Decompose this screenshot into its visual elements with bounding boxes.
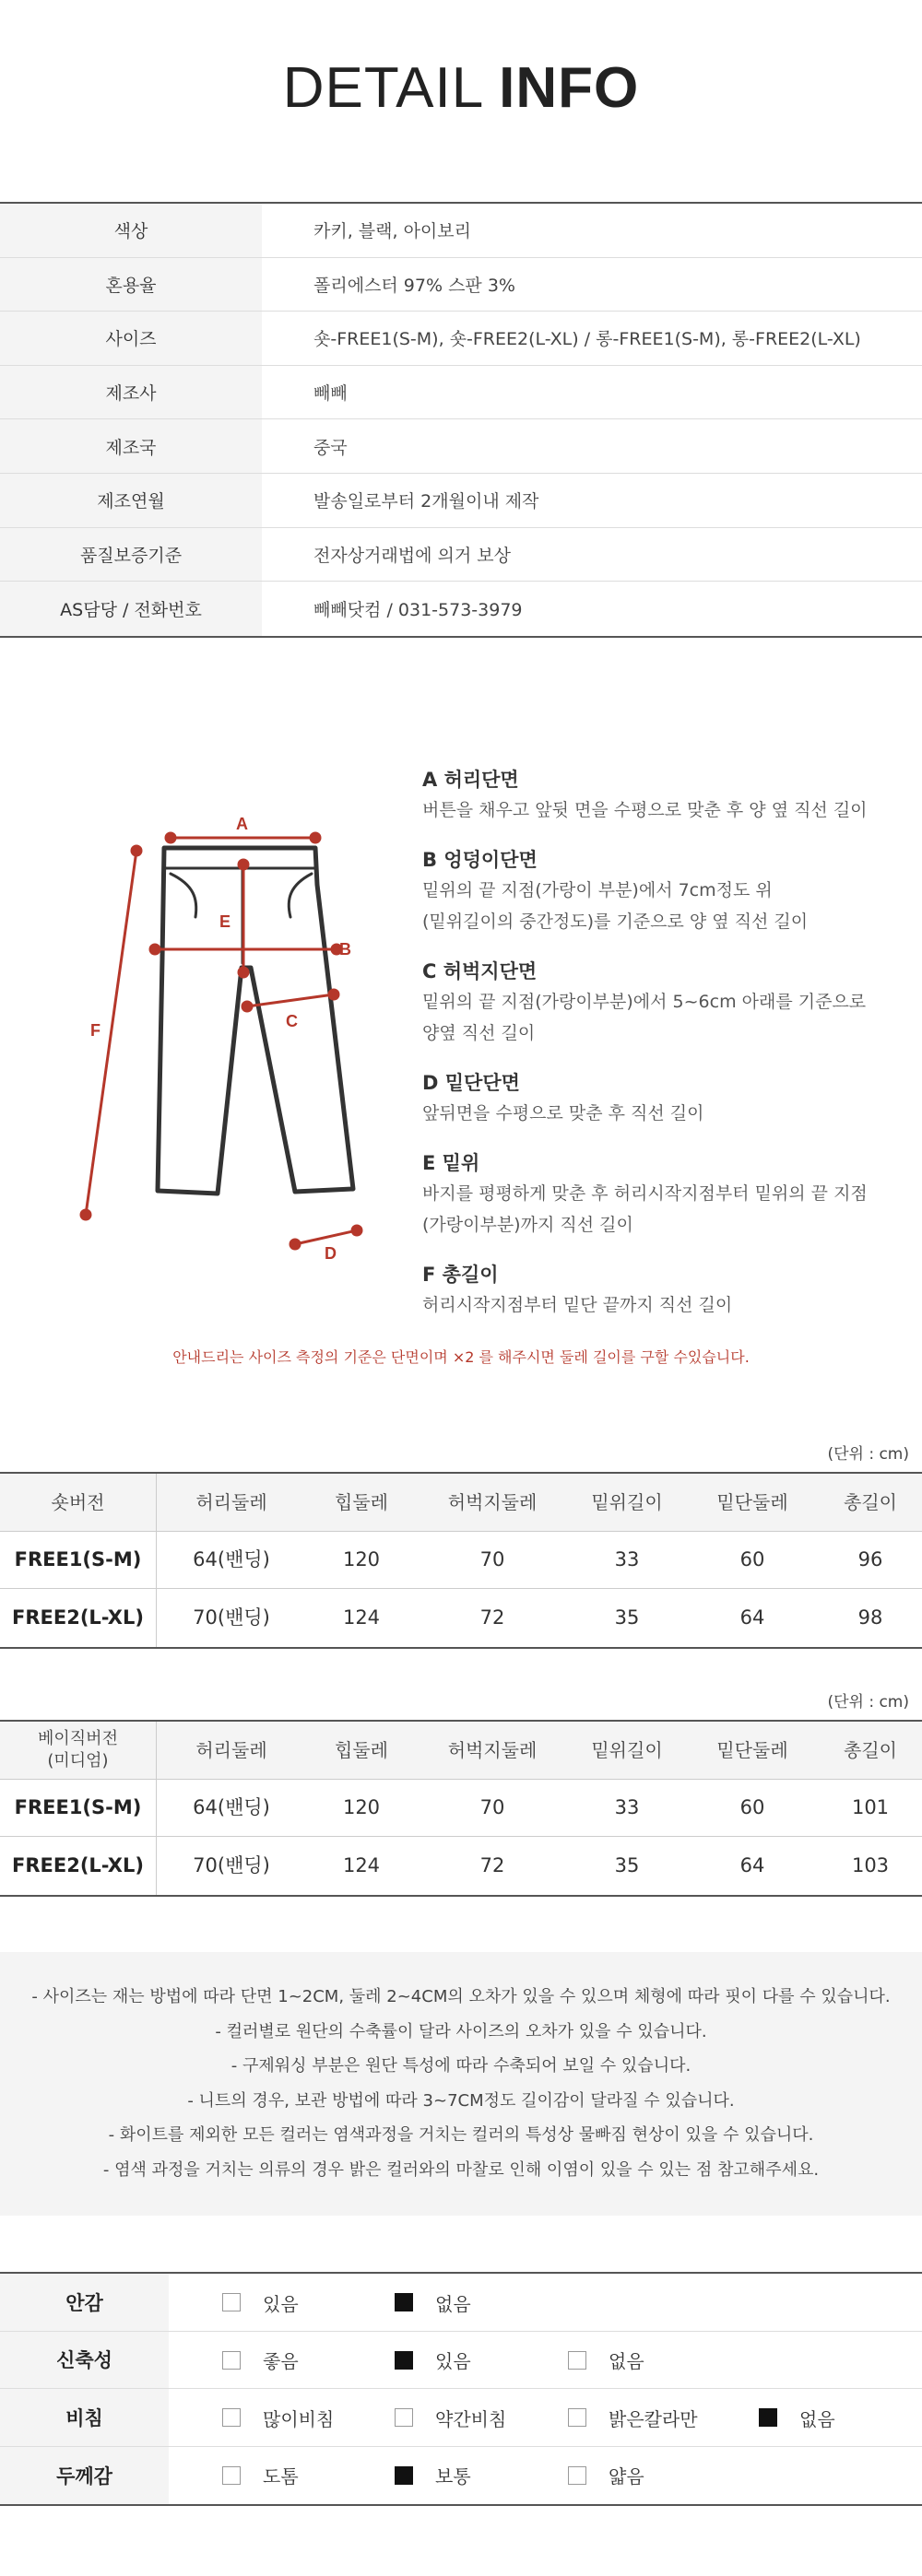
measure-desc: 바지를 평평하게 맞춘 후 허리시작지점부터 밑위의 끝 지점	[422, 1183, 868, 1204]
pocket-left	[171, 874, 196, 917]
feature-option	[395, 2447, 471, 2505]
measure-desc: 밑위의 끝 지점(가랑이 부분)에서 7cm정도 위	[422, 880, 773, 900]
feature-label: 두께감	[0, 2447, 169, 2505]
feature-option	[222, 2332, 299, 2390]
feature-row	[0, 2389, 922, 2447]
column-header: 총길이	[844, 1490, 897, 1513]
feature-label: 신축성	[0, 2332, 169, 2389]
note-line: - 구제워싱 부분은 원단 특성에 따라 수축되어 보일 수 있습니다.	[230, 2056, 692, 2076]
size-value: 70	[479, 1548, 505, 1571]
measure-item	[422, 1068, 902, 1129]
info-row	[0, 366, 922, 420]
measure-desc: 앞뒤면을 수평으로 맞춘 후 직선 길이	[422, 1103, 704, 1123]
info-value: 폴리에스터 97% 스판 3%	[313, 275, 515, 296]
info-label: AS담당 / 전화번호	[0, 582, 262, 636]
title-light: DETAIL	[282, 56, 482, 120]
info-row	[0, 419, 922, 474]
feature-option	[568, 2332, 644, 2390]
page-title	[0, 55, 922, 121]
measure-desc: (밑위길이의 중간정도)를 기준으로 양 옆 직선 길이	[422, 912, 809, 932]
info-label: 제조사	[0, 366, 262, 419]
feature-row	[0, 2274, 922, 2332]
info-value: 빼빼닷컴 / 031-573-3979	[313, 599, 523, 620]
label-c: C	[286, 1012, 298, 1030]
measure-item	[422, 957, 902, 1049]
column-header: 힙둘레	[335, 1738, 388, 1761]
size-name: FREE2(L-XL)	[0, 1837, 157, 1895]
product-info-table	[0, 202, 922, 638]
checked-box-icon	[395, 2351, 413, 2370]
measure-item	[422, 845, 902, 937]
feature-label: 안감	[0, 2274, 169, 2331]
version-label: 숏버전	[0, 1474, 157, 1531]
note-line: - 화이트를 제외한 모든 컬러는 염색과정을 거치는 컬러의 특성상 물빠짐 현상이 있을 수 있습니다.	[108, 2125, 814, 2145]
option-label: 없음	[609, 2350, 644, 2373]
size-value: 33	[614, 1796, 640, 1819]
size-value: 70(밴딩)	[193, 1606, 270, 1629]
info-label: 혼용율	[0, 258, 262, 312]
size-value: 35	[614, 1606, 640, 1629]
label-d: D	[325, 1244, 337, 1263]
option-label: 있음	[263, 2292, 299, 2315]
info-label: 색상	[0, 204, 262, 257]
column-header: 밑위길이	[591, 1738, 663, 1761]
unchecked-box-icon	[222, 2351, 241, 2370]
unchecked-box-icon	[568, 2466, 586, 2485]
size-guide-note: 안내드리는 사이즈 측정의 기준은 단면이며 ×2 를 해주시면 둘레 길이를 구할 수있습니다.	[172, 1348, 750, 1366]
size-table-header	[0, 1722, 922, 1780]
feature-options	[169, 2274, 922, 2331]
column-header: 허벅지둘레	[447, 1738, 538, 1761]
measure-item	[422, 1260, 902, 1321]
info-value: 중국	[313, 437, 348, 458]
table-row	[0, 1780, 922, 1838]
table-row	[0, 1589, 922, 1647]
size-value: 120	[342, 1796, 381, 1819]
measure-desc: 밑위의 끝 지점(가랑이부분)에서 5~6cm 아래를 기준으로	[422, 992, 867, 1012]
measure-title: F 총길이	[422, 1264, 499, 1286]
size-value: 124	[342, 1854, 381, 1877]
feature-options	[169, 2332, 922, 2389]
info-row	[0, 582, 922, 636]
measure-title: B 엉덩이단면	[422, 849, 538, 871]
feature-option	[395, 2332, 471, 2390]
column-header: 밑단둘레	[716, 1490, 788, 1513]
feature-option	[568, 2389, 698, 2447]
option-label: 약간비침	[435, 2407, 507, 2430]
info-label: 제조연월	[0, 474, 262, 527]
measure-desc: 양옆 직선 길이	[422, 1023, 536, 1043]
feature-label: 비침	[0, 2389, 169, 2446]
pants-measurement-diagram	[55, 793, 387, 1272]
option-label: 많이비침	[263, 2407, 335, 2430]
option-label: 얇음	[609, 2465, 644, 2488]
size-value: 72	[479, 1606, 505, 1629]
info-row	[0, 528, 922, 582]
unchecked-box-icon	[568, 2351, 586, 2370]
column-header: 허리둘레	[195, 1490, 267, 1513]
info-row	[0, 312, 922, 366]
checked-box-icon	[395, 2466, 413, 2485]
info-value: 빼빼	[313, 383, 348, 405]
info-value: 카키, 블랙, 아이보리	[313, 221, 471, 242]
measure-item	[422, 1148, 902, 1241]
fabric-features-table	[0, 2272, 922, 2506]
size-value: 98	[857, 1606, 883, 1629]
title-bold: INFO	[499, 56, 640, 120]
option-label: 밝은칼라만	[609, 2407, 698, 2430]
checked-box-icon	[759, 2408, 777, 2427]
size-value: 96	[857, 1548, 883, 1571]
size-value: 72	[479, 1854, 505, 1877]
option-label: 있음	[435, 2350, 471, 2373]
size-value: 64(밴딩)	[193, 1796, 270, 1819]
column-header: 밑위길이	[591, 1490, 663, 1513]
size-value: 64	[739, 1854, 765, 1877]
size-table-short	[0, 1472, 922, 1649]
size-name: FREE2(L-XL)	[0, 1589, 157, 1647]
size-value: 70	[479, 1796, 505, 1819]
measure-title: A 허리단면	[422, 769, 519, 791]
size-value: 60	[739, 1796, 765, 1819]
option-label: 없음	[435, 2292, 471, 2315]
size-table-header	[0, 1474, 922, 1532]
size-value: 64(밴딩)	[193, 1548, 270, 1571]
measure-desc: (가랑이부분)까지 직선 길이	[422, 1215, 633, 1235]
label-a: A	[236, 815, 248, 833]
option-label: 보통	[435, 2465, 471, 2488]
option-label: 좋음	[263, 2350, 299, 2373]
unchecked-box-icon	[222, 2408, 241, 2427]
measure-desc: 버튼을 채우고 앞뒷 면을 수평으로 맞춘 후 양 옆 직선 길이	[422, 800, 868, 820]
size-value: 103	[851, 1854, 890, 1877]
size-value: 64	[739, 1606, 765, 1629]
info-value: 숏-FREE1(S-M), 숏-FREE2(L-XL) / 롱-FREE1(S-M), 롱-FREE2(L-XL)	[313, 329, 861, 350]
note-line: - 니트의 경우, 보관 방법에 따라 3~7CM정도 길이감이 달라질 수 있습니다.	[187, 2090, 735, 2111]
unchecked-box-icon	[568, 2408, 586, 2427]
feature-row	[0, 2447, 922, 2505]
measure-title: E 밑위	[422, 1152, 480, 1174]
unchecked-box-icon	[222, 2293, 241, 2311]
feature-option	[395, 2389, 506, 2447]
feature-option	[568, 2447, 644, 2505]
feature-options	[169, 2389, 922, 2446]
label-b: B	[339, 940, 351, 959]
info-label: 사이즈	[0, 312, 262, 365]
size-value: 60	[739, 1548, 765, 1571]
size-table-basic	[0, 1720, 922, 1897]
info-label: 품질보증기준	[0, 528, 262, 582]
option-label: 없음	[799, 2407, 835, 2430]
version-label: 베이직버전 (미디엄)	[0, 1722, 157, 1779]
info-value: 전자상거래법에 의거 보상	[313, 545, 511, 566]
size-value: 33	[614, 1548, 640, 1571]
feature-row	[0, 2332, 922, 2390]
pocket-right	[289, 874, 312, 917]
size-value: 124	[342, 1606, 381, 1629]
size-value: 120	[342, 1548, 381, 1571]
measure-title: C 허벅지단면	[422, 960, 538, 982]
feature-option	[222, 2389, 334, 2447]
measure-title: D 밑단단면	[422, 1072, 520, 1094]
unchecked-box-icon	[222, 2466, 241, 2485]
unit-label: (단위 : cm)	[827, 1445, 909, 1464]
column-header: 허리둘레	[195, 1738, 267, 1761]
checked-box-icon	[395, 2293, 413, 2311]
column-header: 밑단둘레	[716, 1738, 788, 1761]
label-f: F	[90, 1021, 100, 1040]
table-row	[0, 1532, 922, 1590]
feature-option	[759, 2389, 835, 2447]
unit-label: (단위 : cm)	[827, 1693, 909, 1711]
pants-outline	[158, 848, 353, 1194]
size-name: FREE1(S-M)	[0, 1532, 157, 1589]
feature-options	[169, 2447, 922, 2505]
size-value: 70(밴딩)	[193, 1854, 270, 1877]
note-line: - 사이즈는 재는 방법에 따라 단면 1~2CM, 둘레 2~4CM의 오차가 있을 수 있으며 체형에 따라 핏이 다를 수 있습니다.	[31, 1987, 891, 2006]
option-label: 도톰	[263, 2465, 299, 2488]
size-notes	[0, 1952, 922, 2216]
measure-desc: 허리시작지점부터 밑단 끝까지 직선 길이	[422, 1295, 733, 1315]
measure-item	[422, 765, 902, 826]
measurement-guide	[422, 765, 902, 1340]
size-name: FREE1(S-M)	[0, 1780, 157, 1837]
info-label: 제조국	[0, 419, 262, 473]
note-line: - 염색 과정을 거치는 의류의 경우 밝은 컬러와의 마찰로 인해 이염이 있을 수 있는 점 참고해주세요.	[102, 2159, 820, 2180]
size-value: 35	[614, 1854, 640, 1877]
column-header: 힙둘레	[335, 1490, 388, 1513]
feature-option	[395, 2274, 471, 2332]
unchecked-box-icon	[395, 2408, 413, 2427]
feature-option	[222, 2274, 299, 2332]
info-value: 발송일로부터 2개월이내 제작	[313, 491, 539, 512]
column-header: 총길이	[844, 1738, 897, 1761]
info-row	[0, 258, 922, 312]
size-value: 101	[851, 1796, 890, 1819]
note-line: - 컬러별로 원단의 수축률이 달라 사이즈의 오차가 있을 수 있습니다.	[215, 2021, 707, 2041]
info-row	[0, 474, 922, 528]
info-row	[0, 204, 922, 258]
column-header: 허벅지둘레	[447, 1490, 538, 1513]
table-row	[0, 1837, 922, 1895]
feature-option	[222, 2447, 299, 2505]
label-e: E	[219, 912, 231, 931]
